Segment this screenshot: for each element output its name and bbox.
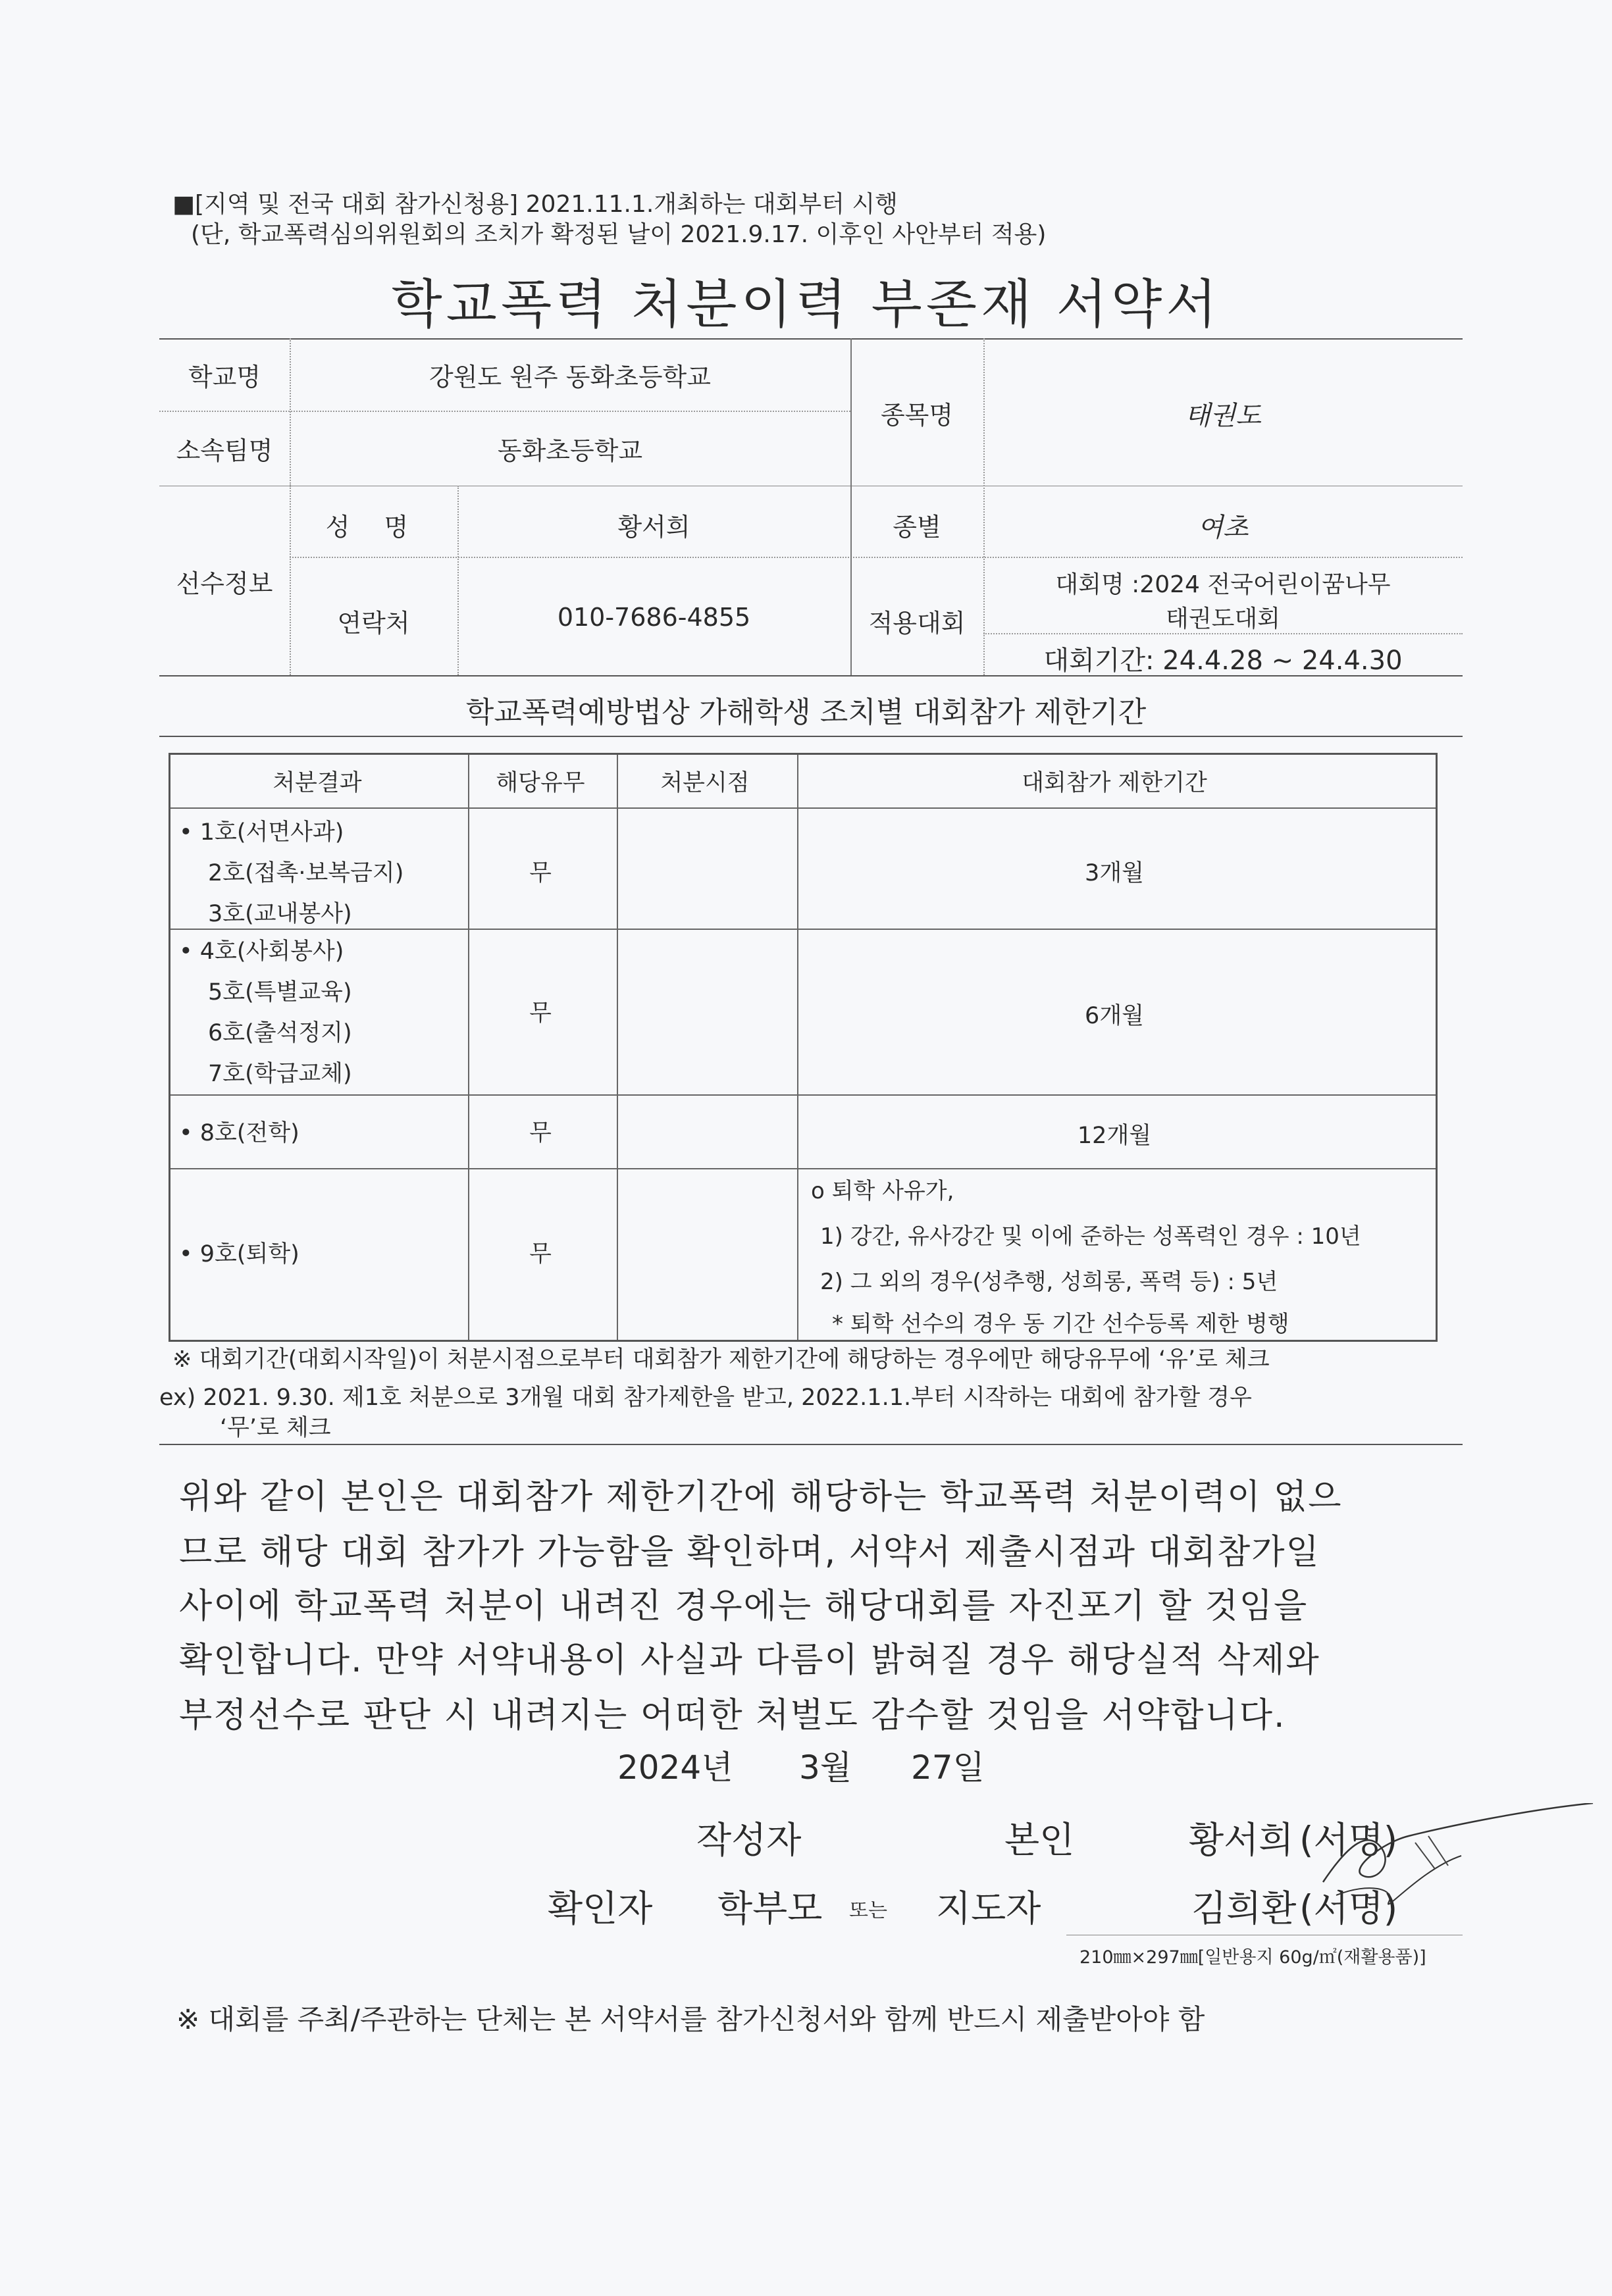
info-divider-school (159, 411, 850, 412)
writer-name: 황서희 (1189, 1819, 1294, 1861)
pledge-line: 므로 해당 대회 참가가 가능함을 확인하며, 서약서 제출시점과 대회참가일 (179, 1533, 1320, 1572)
player-info-label: 선수정보 (176, 569, 273, 598)
confirmer-name: 김희환 (1191, 1887, 1297, 1929)
confirmer-role-parent: 학부모 (717, 1887, 823, 1929)
dt-row-divider (170, 1168, 1436, 1169)
dt-row2-limit: 6개월 (1085, 1003, 1144, 1029)
dt-row1-limit: 3개월 (1085, 860, 1144, 886)
dt-row4-limit-line: 2) 그 외의 경우(성추행, 성희롱, 폭력 등) : 5년 (820, 1269, 1278, 1295)
dt-row2-result: 5호(특별교육) (208, 979, 352, 1006)
header-line-2: (단, 학교폭력심의위원회의 조치가 확정된 날이 2021.9.17. 이후인 사안부터 적용) (191, 221, 1047, 248)
dt-header-date: 처분시점 (660, 770, 750, 796)
dt-row-divider (170, 807, 1436, 809)
paper-spec: 210㎜×297㎜[일반용지 60g/㎡(재활용품)] (1079, 1947, 1426, 1968)
info-divider-name (290, 557, 1463, 558)
section-underline (159, 736, 1463, 737)
note-2: ex) 2021. 9.30. 제1호 처분으로 3개월 대회 참가제한을 받고, 2022.1.1.부터 시작하는 대회에 참가할 경우 (159, 1385, 1252, 1411)
dt-row1-result: • 1호(서면사과) (179, 819, 344, 846)
dt-row2-result: 7호(학급교체) (208, 1061, 352, 1087)
writer-sign-label: (서명) (1299, 1819, 1398, 1861)
school-value: 강원도 원주 동화초등학교 (429, 363, 711, 392)
event-name-2: 태권도대회 (1166, 605, 1280, 632)
dt-header-result: 처분결과 (273, 770, 362, 796)
dt-row4-limit-line: 1) 강간, 유사강간 및 이에 준하는 성폭력인 경우 : 10년 (820, 1223, 1361, 1250)
pledge-line: 부정선수로 판단 시 내려지는 어떠한 처벌도 감수할 것임을 서약합니다. (179, 1696, 1286, 1735)
dt-row4-applicable: 무 (529, 1241, 552, 1267)
school-label: 학교명 (188, 363, 261, 392)
team-label: 소속팀명 (176, 436, 273, 465)
dt-row2-result: • 4호(사회봉사) (179, 938, 344, 965)
dt-row2-result: 6호(출석정지) (208, 1020, 352, 1046)
writer-role: 본인 (1004, 1819, 1075, 1861)
dt-row-divider (170, 1094, 1436, 1096)
dt-row1-result: 2호(접촉·보복금지) (208, 860, 404, 886)
sport-value: 태권도 (1185, 401, 1261, 431)
writer-label: 작성자 (696, 1819, 802, 1861)
contact-label: 연락처 (337, 609, 410, 638)
confirmer-sign-label: (서명) (1299, 1887, 1398, 1929)
document-title: 학교폭력 처분이력 부존재 서약서 (391, 274, 1221, 335)
date-month: 3월 (799, 1748, 852, 1787)
info-top-border (159, 338, 1463, 340)
dt-row3-applicable: 무 (529, 1120, 552, 1146)
pledge-line: 위와 같이 본인은 대회참가 제한기간에 해당하는 학교폭력 처분이력이 없으 (179, 1477, 1343, 1517)
header-line-1: ■[지역 및 전국 대회 참가신청용] 2021.11.1.개최하는 대회부터 시행 (172, 191, 898, 218)
name-value: 황서희 (617, 513, 690, 542)
notes-underline (159, 1444, 1463, 1445)
dt-header-limit: 대회참가 제한기간 (1022, 770, 1207, 796)
dt-row4-limit-line: o 퇴학 사유가, (811, 1178, 954, 1204)
contact-value: 010-7686-4855 (557, 603, 751, 632)
section-title: 학교폭력예방법상 가해학생 조치별 대회참가 제한기간 (465, 696, 1147, 729)
dt-row4-result: • 9호(퇴학) (179, 1241, 299, 1267)
dt-row2-applicable: 무 (529, 1000, 552, 1027)
confirmer-or: 또는 (849, 1899, 887, 1922)
sport-label: 종목명 (880, 401, 954, 430)
team-value: 동화초등학교 (497, 436, 643, 465)
class-value: 여초 (1197, 513, 1249, 543)
event-name-1: 대회명 :2024 전국어린이꿈나무 (1055, 571, 1391, 598)
event-label: 적용대회 (868, 609, 966, 638)
pledge-line: 확인합니다. 만약 서약내용이 사실과 다름이 밝혀질 경우 해당실적 삭제와 (179, 1641, 1320, 1680)
dt-row4-limit-line: * 퇴학 선수의 경우 동 기간 선수등록 제한 병행 (832, 1311, 1289, 1337)
event-period: 대회기간: 24.4.28 ~ 24.4.30 (1043, 646, 1403, 676)
class-label: 종별 (893, 513, 941, 542)
discipline-table (169, 753, 1438, 1342)
note-1: ※ 대회기간(대회시작일)이 처분시점으로부터 대회참가 제한기간에 해당하는 경우에만 해당유무에 ‘유’로 체크 (172, 1346, 1270, 1373)
dt-col-divider (797, 755, 798, 1340)
dt-row3-result: • 8호(전학) (179, 1120, 299, 1146)
note-3: ‘무’로 체크 (220, 1415, 331, 1441)
confirmer-label: 확인자 (548, 1887, 653, 1929)
pledge-line: 사이에 학교폭력 처분이 내려진 경우에는 해당대회를 자진포기 할 것임을 (179, 1587, 1309, 1626)
dt-row-divider (170, 929, 1436, 930)
date-day: 27일 (911, 1748, 985, 1787)
dt-header-applicable: 해당유무 (496, 770, 585, 796)
dt-row1-applicable: 무 (529, 860, 552, 886)
footer-note: ※ 대회를 주최/주관하는 단체는 본 서약서를 참가신청서와 함께 반드시 제출받아야 함 (176, 2003, 1205, 2035)
name-label: 성 명 (325, 513, 422, 542)
date-year: 2024년 (617, 1748, 733, 1787)
handwritten-signature (1310, 1803, 1612, 1922)
dt-col-divider (617, 755, 618, 1340)
dt-row3-limit: 12개월 (1077, 1123, 1152, 1149)
dt-row1-result: 3호(교내봉사) (208, 901, 352, 927)
confirmer-role-coach: 지도자 (936, 1887, 1041, 1929)
